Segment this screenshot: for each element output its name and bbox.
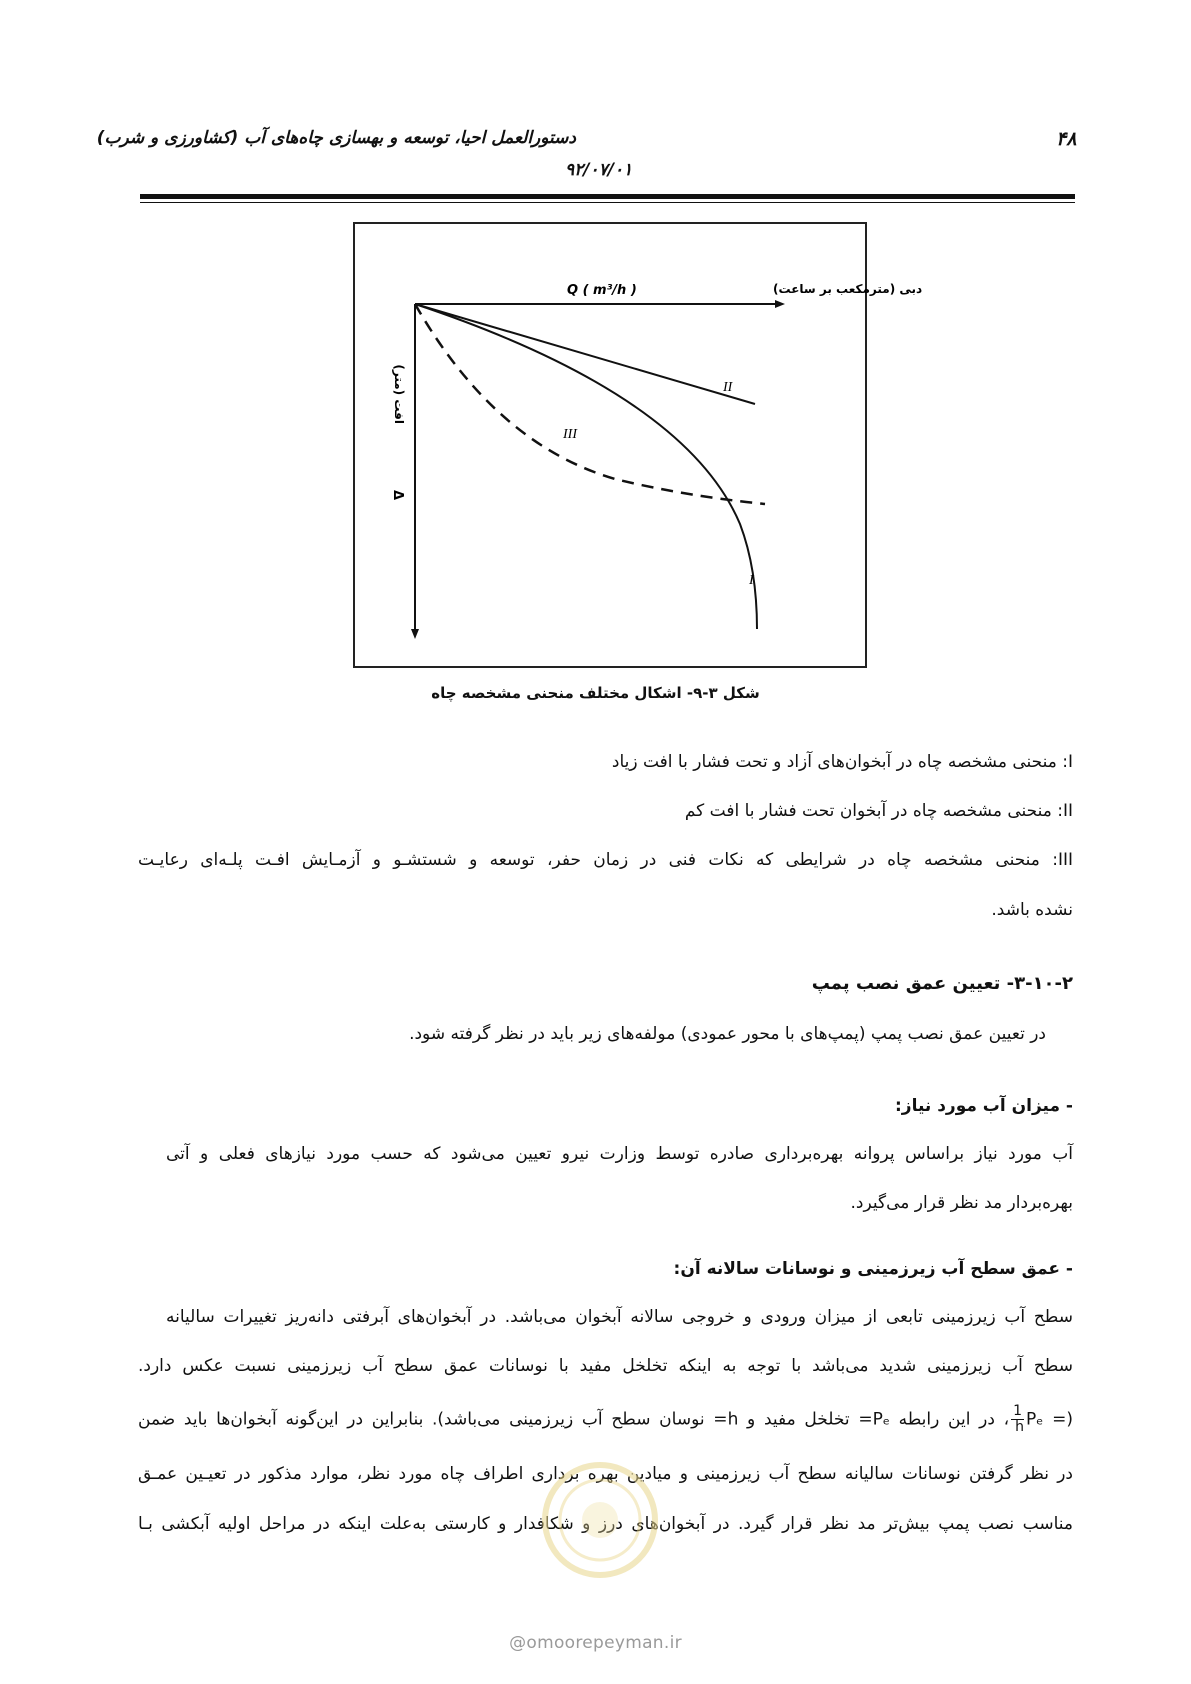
legend-item-ii: II: منحنی مشخصه چاه در آبخوان تحت فشار با افت کم [684, 801, 1073, 821]
legend-item-i: I: منحنی مشخصه چاه در آبخوان‌های آزاد و تحت فشار با افت زیاد [611, 752, 1073, 772]
curve-label-iii: III [563, 427, 577, 442]
paragraph-water-demand-line1: آب مورد نیاز براساس پروانه بهره‌برداری صادره توسط وزارت نیرو تعیین می‌شود که حسب مورد نیازهای فعلی و آتی [166, 1144, 1073, 1164]
formula-lhs: Pₑ = [1026, 1409, 1067, 1430]
paragraph-groundwater-line2: سطح آب زیرزمینی شدید می‌باشد با توجه به اینکه تخلخل مفید با نوسانات عمق سطح آب زیرزمینی نسبت عکس دارد. [138, 1356, 1073, 1376]
curve-label-i: I [749, 573, 754, 588]
paragraph-water-demand-line2: بهره‌بردار مد نظر قرار می‌گیرد. [850, 1193, 1073, 1213]
drawdown-axis-arrow [411, 629, 419, 639]
legend-item-iii-line2: نشده باشد. [991, 900, 1073, 920]
curve-iii [415, 304, 765, 504]
paragraph-groundwater-line4: در نظر گرفتن نوسانات سالیانه سطح آب زیرزمینی و میادین بهره برداری اطراف چاه مورد نظر، موارد مذکور در تعیـین عمـق [138, 1464, 1073, 1484]
watermark-seal-icon [540, 1460, 660, 1580]
watermark-site-text: @omoorepeyman.ir [509, 1633, 682, 1653]
paragraph-groundwater-line3 [138, 1404, 1073, 1435]
curve-i [415, 304, 757, 629]
header-rule-thick [140, 194, 1075, 199]
header-date: ۹۲/۰۷/۰۱ [565, 160, 633, 180]
q-axis-arrow [775, 300, 785, 308]
page-number: ۴۸ [1056, 128, 1077, 150]
subheading-water-demand: - میزان آب مورد نیاز: [894, 1096, 1073, 1116]
y-axis-symbol: Δ [390, 490, 405, 501]
formula-numerator: 1 [1013, 1403, 1023, 1419]
header-title: دستورالعمل احیا، توسعه و بهسازی چاه‌های آب (کشاورزی و شرب) [96, 128, 576, 148]
curve-label-ii: II [723, 380, 733, 395]
formula-fraction [1011, 1404, 1024, 1435]
well-characteristic-figure [353, 222, 923, 668]
figure-svg [355, 224, 923, 666]
paragraph-groundwater-line1: سطح آب زیرزمینی تابعی از میزان ورودی و خروجی سالانه آبخوان می‌باشد. در آبخوان‌های آبرفتی دانه‌ریز تغییرات سالیانه [166, 1307, 1073, 1327]
x-axis-label: دبی (مترمکعب بر ساعت) [773, 282, 923, 296]
figure-caption: شکل ۳-۹- اشکال مختلف منحنی مشخصه چاه [431, 684, 760, 702]
formula-explanation: ، در این رابطه Pₑ= تخلخل مفید و h= نوسان سطح آب زیرزمینی می‌باشد). بنابراین در این‌گونه آبخوان‌ها باید ضمن [138, 1409, 1010, 1430]
section-heading: ۳-۱۰-۲- تعیین عمق نصب پمپ [811, 973, 1073, 994]
curve-ii [415, 304, 755, 404]
legend-item-iii-line1: III: منحنی مشخصه چاه در شرایطی که نکات فنی در زمان حفر، توسعه و شستشـو و آزمـایش افـت پلـه‌ای رعایـت [138, 850, 1073, 870]
subheading-groundwater-depth: - عمق سطح آب زیرزمینی و نوسانات سالانه آن: [673, 1259, 1073, 1279]
section-intro: در تعیین عمق نصب پمپ (پمپ‌های با محور عمودی) مولفه‌های زیر باید در نظر گرفته شود. [409, 1024, 1046, 1044]
y-axis-label: افت (متر) [392, 364, 406, 424]
paragraph-groundwater-line5: مناسب نصب پمپ بیش‌تر مد نظر قرار گیرد. در آبخوان‌های درز و شکافدار و کارستی به‌علت اینکه در مراحل اولیه آبکشی بـا [138, 1514, 1073, 1534]
x-axis-symbol: Q ( m³/h ) [567, 283, 637, 298]
formula-paren: ( [1066, 1409, 1073, 1430]
formula-denominator: h [1015, 1419, 1025, 1435]
header-rule-thin [140, 202, 1075, 203]
